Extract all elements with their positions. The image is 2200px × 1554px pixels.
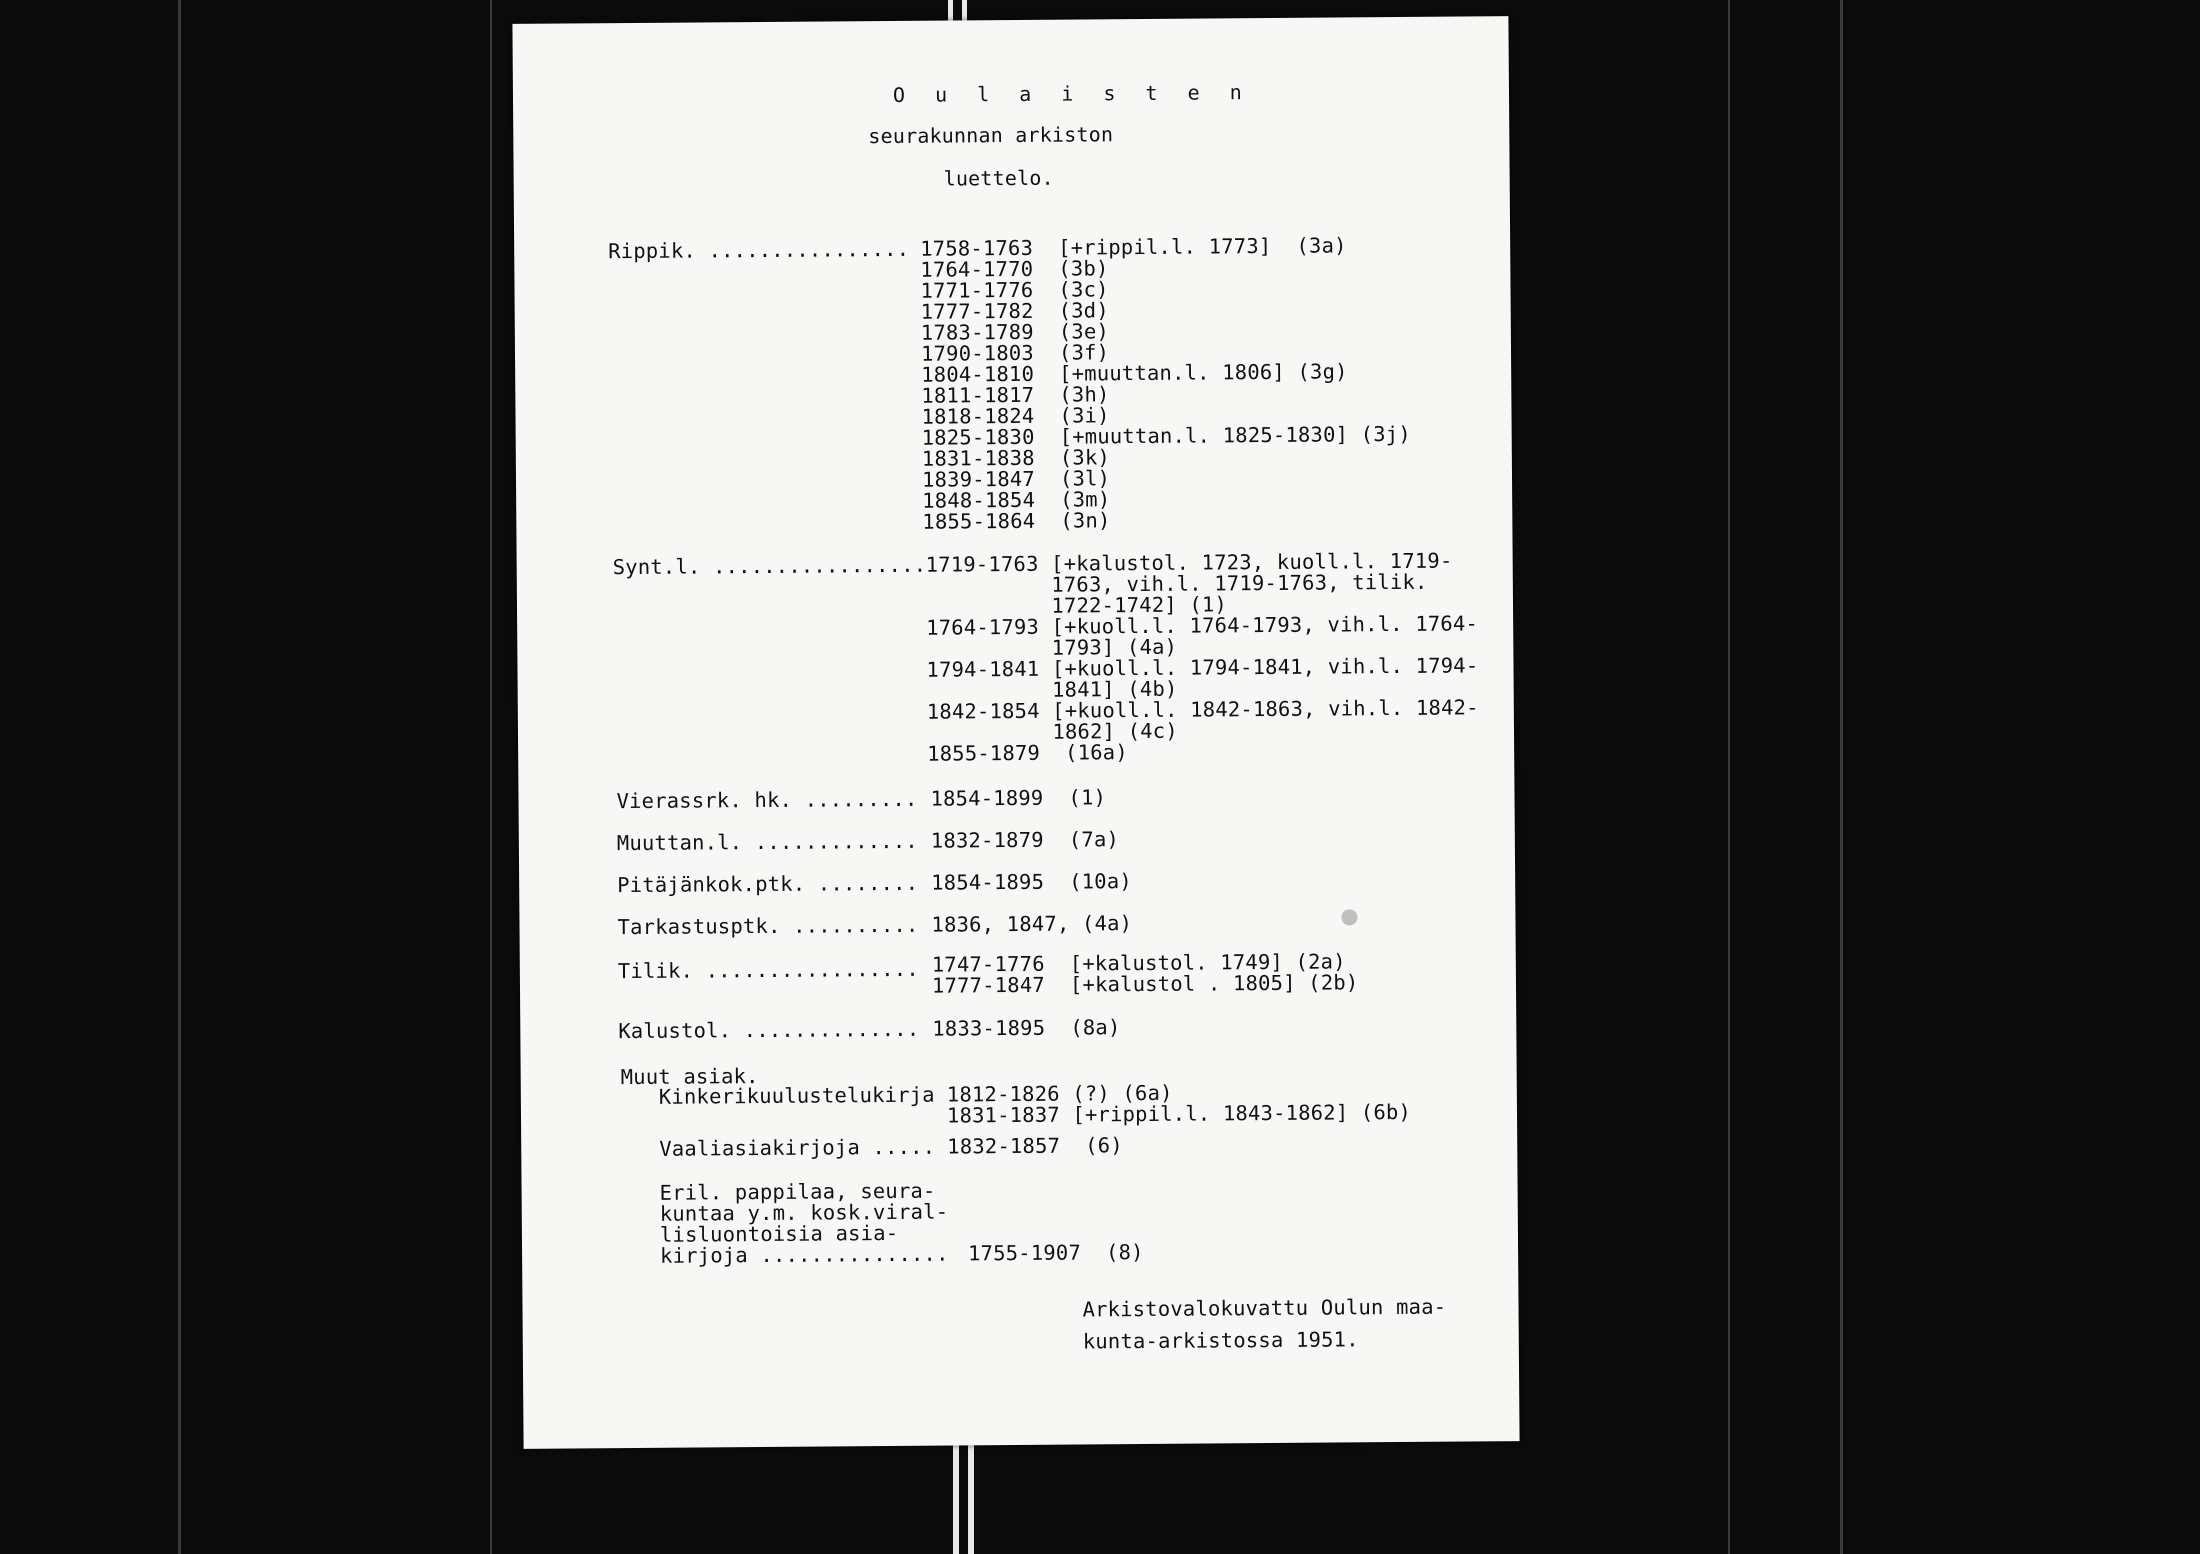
entry-value-line: 1862] (4c) [926,718,1178,745]
entry-value-line: 1839-1847 (3l) [921,466,1111,492]
entry-value-pitajankok: 1854-1895 (10a) [931,869,1132,895]
kinkeri-label: Kinkerikuulustelukirja [658,1082,935,1109]
film-frame-line [490,0,492,1554]
entry-label-kalustol: Kalustol. .............. [618,1016,920,1044]
entry-value-line: 1811-1817 (3h) [921,382,1110,408]
eril-line: kuntaa y.m. kosk.viral- [659,1199,949,1226]
bottom-clip [953,1440,959,1554]
entry-value-line: 1719-1763 [+kalustol. 1723, kuoll.l. 1719- [925,548,1453,577]
entry-label-pitajankok: Pitäjänkok.ptk. ........ [617,870,919,898]
scan-smudge [1341,909,1357,925]
kinkeri-value: 1812-1826 (?) (6a) [946,1080,1173,1107]
eril-line: lisluontoisia asia- [659,1220,899,1247]
kinkeri-value: 1831-1837 [+rippil.l. 1843-1862] (6b) [946,1099,1412,1128]
entry-value-tarkastusptk: 1836, 1847, (4a) [931,911,1133,937]
document-page [512,16,1519,1449]
entry-value-line: 1848-1854 (3m) [922,487,1111,513]
film-frame-line [1840,0,1843,1554]
entry-value-line: 1794-1841 [+kuoll.l. 1794-1841, vih.l. 1794- [926,653,1479,682]
entry-label-tilik: Tilik. ................. [617,956,919,984]
document-title: O u l a i s t e n [892,80,1251,107]
entry-label-rippik: Rippik. ................ [608,236,910,264]
vaali-label: Vaaliasiakirjoja ..... [659,1134,936,1161]
eril-line: Eril. pappilaa, seura- [659,1178,936,1205]
entry-value-line: 1763, vih.l. 1719-1763, tilik. [925,569,1428,598]
entry-value-kalustol: 1833-1895 (8a) [932,1015,1121,1041]
entry-value-line: 1722-1742] (1) [925,592,1228,619]
document-subtitle: seurakunnan arkiston [868,122,1114,149]
entry-value-line: 1855-1864 (3n) [922,508,1111,534]
bottom-clip [968,1440,974,1554]
document-subtitle-2: luettelo. [943,165,1054,191]
entry-value-line: 1825-1830 [+muuttan.l. 1825-1830] (3j) [921,421,1411,450]
entry-value-line: 1818-1824 (3i) [921,403,1110,429]
entry-value-line: 1855-1879 (16a) [927,740,1128,766]
entry-value-line: 1804-1810 [+muuttan.l. 1806] (3g) [921,359,1348,387]
eril-line: kirjoja ............... [660,1241,949,1268]
film-frame-line [178,0,181,1554]
film-frame-line [1728,0,1730,1554]
entry-value-line: 1841] (4b) [926,676,1178,703]
entry-value-line: 1747-1776 [+kalustol. 1749] (2a) [931,949,1346,977]
entry-value-line: 1842-1854 [+kuoll.l. 1842-1863, vih.l. 1842- [926,695,1479,724]
entry-value-line: 1783-1789 (3e) [920,319,1110,345]
entry-value-muuttan: 1832-1879 (7a) [930,827,1120,853]
entry-value-line: 1793] (4a) [926,634,1178,661]
entry-value-line: 1771-1776 (3c) [920,277,1109,303]
entry-value-line: 1777-1782 (3d) [920,298,1109,324]
entry-label-muuttan: Muuttan.l. ............. [616,828,918,856]
entry-value-line: 1831-1838 (3k) [921,445,1111,471]
entry-label-vierassrk: Vierassrk. hk. ......... [616,786,918,814]
footer-note-line-1: Arkistovalokuvattu Oulun maa- [1082,1294,1447,1322]
entry-value-line: 1777-1847 [+kalustol . 1805] (2b) [931,970,1359,998]
footer-note-line-2: kunta-arkistossa 1951. [1082,1327,1359,1354]
entry-value-line: 1764-1793 [+kuoll.l. 1764-1793, vih.l. 1764- [926,611,1479,640]
eril-value: 1755-1907 (8) [967,1240,1144,1266]
vaali-value: 1832-1857 (6) [947,1133,1123,1159]
entry-value-line: 1790-1803 (3f) [920,340,1110,366]
entry-label-tarkastusptk: Tarkastusptk. .......... [617,912,919,940]
other-heading: Muut asiak. [620,1064,759,1090]
entry-value-line: 1758-1763 [+rippil.l. 1773] (3a) [920,233,1347,261]
entry-label-synt: Synt.l. ................. [612,552,927,580]
entry-value-vierassrk: 1854-1899 (1) [930,785,1107,811]
entry-value-line: 1764-1770 (3b) [920,256,1109,282]
